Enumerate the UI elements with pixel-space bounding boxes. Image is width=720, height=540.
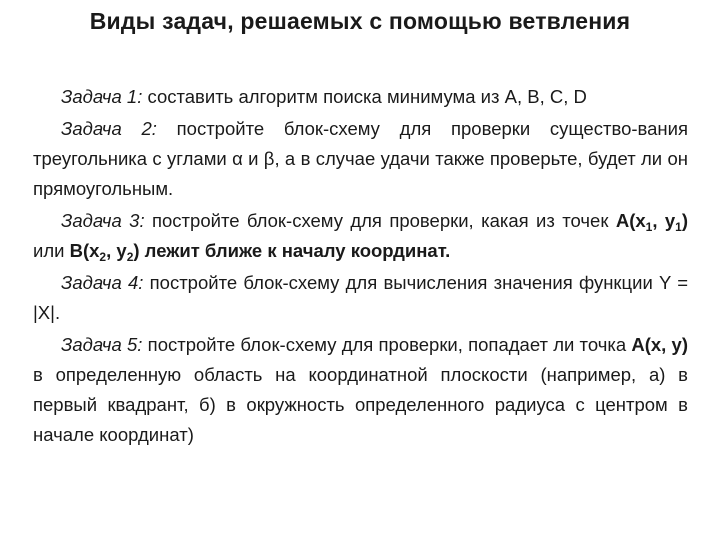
task-3-point-b — [69, 240, 140, 264]
task-1-text: составить алгоритм поиска минимума из A, B, C, D — [142, 86, 587, 107]
task-2 — [33, 114, 688, 204]
task-2-text: постройте блок-схему для проверки существо-вания треугольника с углами α и β, а в случае удачи также проверьте, будет ли он прямоугольным. — [33, 118, 688, 199]
point-a-suffix: ) — [681, 210, 689, 231]
task-5-text-b: в определенную область на координатной плоскости (например, а) в первый квадрант, б) в окружность определенного радиуса с центром в начале координат) — [33, 364, 688, 445]
task-3-point-a — [615, 210, 689, 234]
point-a-mid: , y — [652, 210, 676, 231]
task-3 — [33, 206, 688, 266]
slide-title: Виды задач, решаемых с помощью ветвления — [89, 8, 631, 34]
point-a-prefix: A(x — [615, 210, 646, 231]
task-4-text: постройте блок-схему для вычисления значения функции Y = |X|. — [33, 272, 689, 323]
task-list — [33, 82, 688, 452]
point-b-y-subscript: 2 — [126, 250, 134, 264]
task-5 — [33, 330, 688, 450]
task-1 — [33, 82, 688, 112]
task-2-label: Задача 2: — [61, 118, 157, 139]
point-a-x-subscript: 1 — [645, 220, 653, 234]
task-3-text-a: постройте блок-схему для проверки, какая из точек — [144, 210, 616, 231]
point-b-x-subscript: 2 — [99, 250, 107, 264]
point-b-suffix: ) — [133, 240, 140, 261]
point-a-y-subscript: 1 — [675, 220, 682, 234]
task-5-text-a: постройте блок-схему для проверки, попадает ли точка — [142, 334, 632, 355]
task-3-label: Задача 3: — [61, 210, 145, 231]
task-5-label: Задача 5: — [61, 334, 143, 355]
task-3-text-b: лежит ближе к началу координат. — [139, 240, 451, 261]
point-b-mid: , y — [106, 240, 127, 261]
task-1-label: Задача 1: — [61, 86, 143, 107]
task-4-label: Задача 4: — [61, 272, 144, 293]
task-5-point: A(x, y) — [631, 334, 689, 355]
point-b-prefix: B(x — [69, 240, 100, 261]
task-4 — [33, 268, 688, 328]
task-3-text-or: или — [33, 240, 70, 261]
